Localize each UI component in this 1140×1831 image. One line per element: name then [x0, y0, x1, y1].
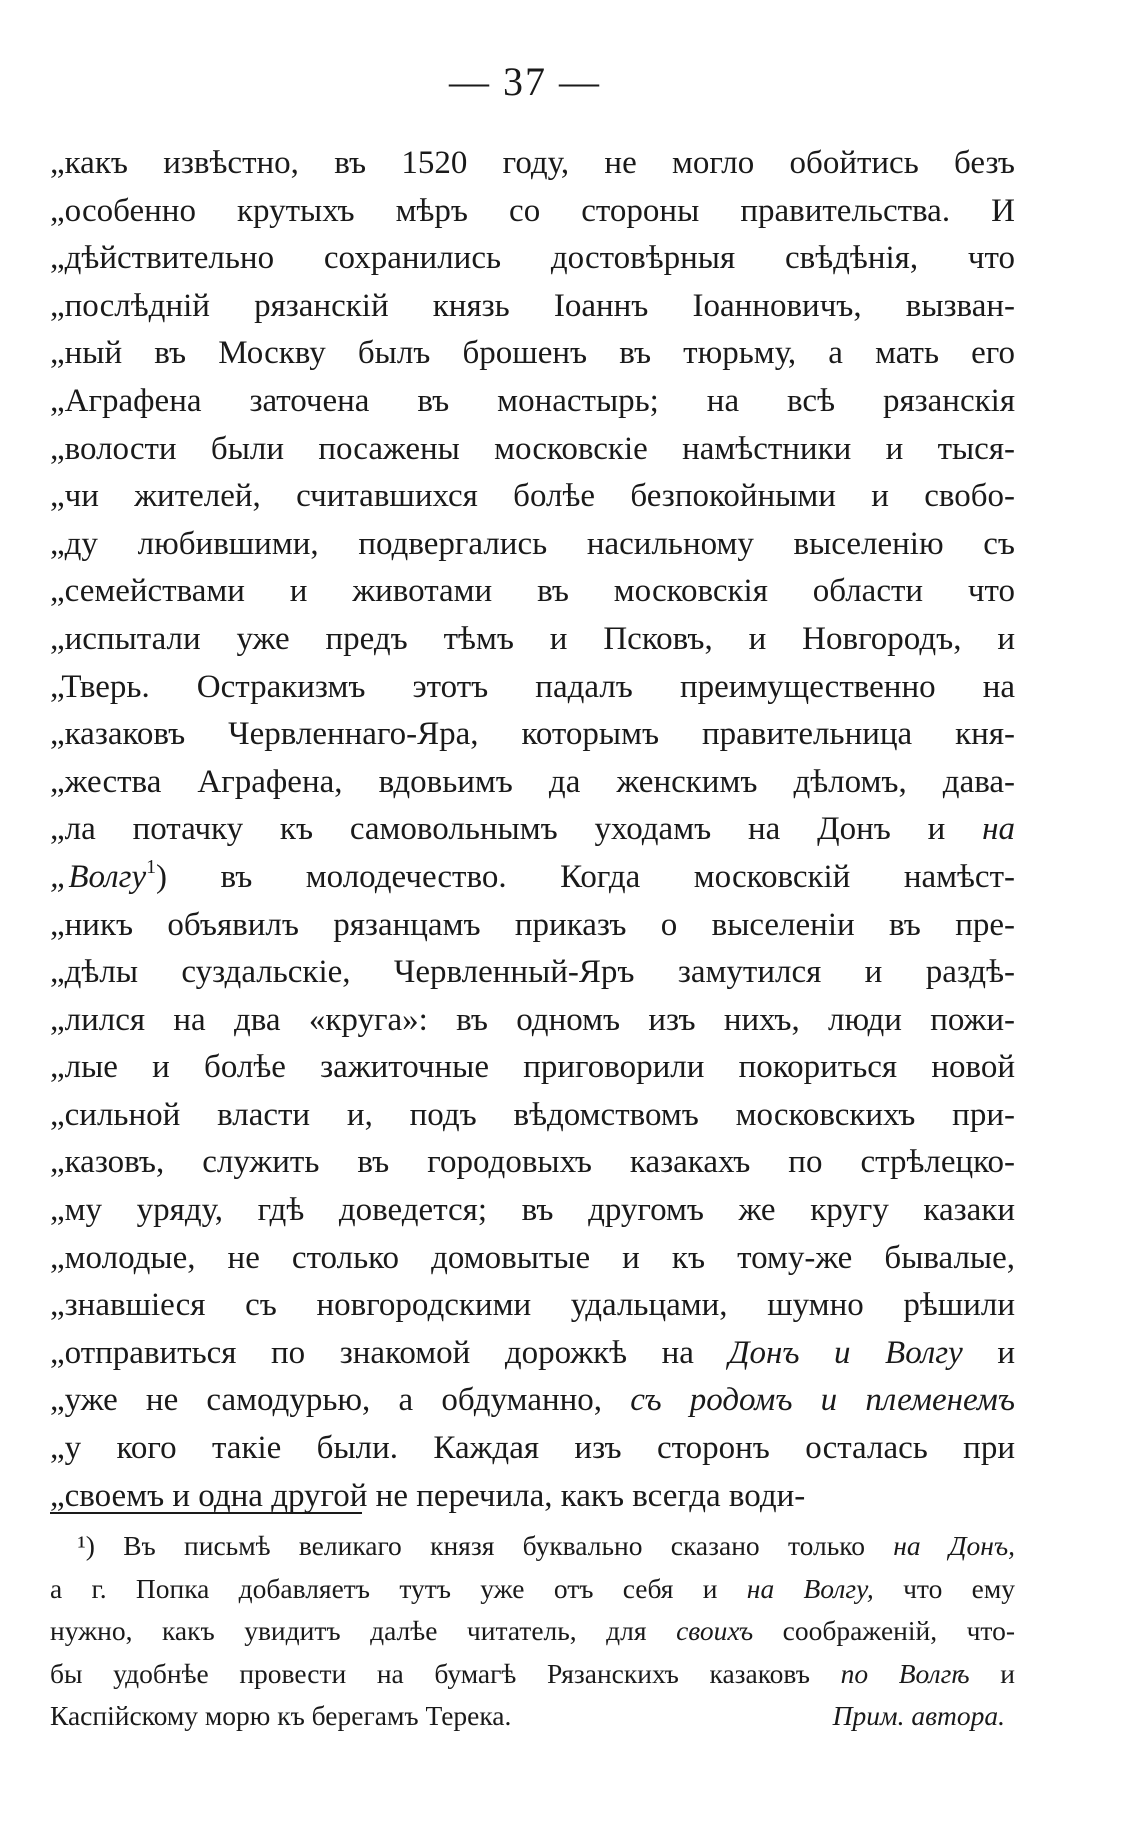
footnote-signature: Прим. автора. [832, 1700, 1005, 1732]
italic-text: „Волгу [50, 858, 147, 895]
footnote-divider [50, 1512, 362, 1514]
italic-text: на [982, 811, 1015, 848]
text-line: „уже не самодурью, а обдуманно, съ родомъ и племенемъ [50, 1382, 1015, 1419]
text-line: „дѣйствительно сохранились достовѣрныя свѣдѣнія, что [50, 240, 1015, 277]
text-line: „семействами и животами въ московскія области что [50, 573, 1015, 610]
text-line: „казовъ, служить въ городовыхъ казакахъ по стрѣлецко- [50, 1144, 1015, 1181]
text-line: „чи жителей, считавшихся болѣе безпокойными и свобо- [50, 478, 1015, 515]
text-line: „лился на два «круга»: въ одномъ изъ нихъ, люди пожи- [50, 1001, 1015, 1038]
text-line: „лые и болѣе зажиточные приговорили покориться новой [50, 1049, 1015, 1086]
text-line: „какъ извѣстно, въ 1520 году, не могло обойтись безъ [50, 145, 1015, 181]
body-text [50, 140, 1015, 1520]
footnote-line: бы удобнѣе провести на бумагѣ Рязанскихъ казаковъ по Волгѣ и [50, 1657, 1016, 1689]
footnote [50, 1525, 1015, 1738]
text-line: „ду любившими, подвергались насильному выселенію съ [50, 525, 1015, 562]
text-line: „дѣлы суздальскіе, Червленный-Яръ замутился и раздѣ- [50, 954, 1015, 991]
text-line: „ла потачку къ самовольнымъ уходамъ на Донъ и на [50, 811, 1015, 848]
text-line: „у кого такіе были. Каждая изъ сторонъ осталась при [50, 1430, 1015, 1467]
text-line: „жества Аграфена, вдовьимъ да женскимъ дѣломъ, дава- [50, 763, 1015, 800]
footnote-marker: ¹) [50, 1530, 95, 1561]
text-line: „Волгу$^1$) въ молодечество. Когда московскій намѣст- [50, 856, 1015, 895]
italic-text: съ родомъ и племенемъ [630, 1382, 1015, 1419]
text-line: „волости были посажены московскіе намѣстники и тыся- [50, 430, 1015, 467]
text-line: „Аграфена заточена въ монастырь; на всѣ рязанскія [50, 382, 1015, 419]
footnote-line: а г. Попка добавляетъ тутъ уже отъ себя и на Волгу, что ему [50, 1572, 1016, 1604]
italic-text: по Волгѣ [840, 1657, 970, 1689]
text-line: „ный въ Москву былъ брошенъ въ тюрьму, а мать его [50, 335, 1015, 372]
text-line: „никъ объявилъ рязанцамъ приказъ о выселеніи въ пре- [50, 906, 1015, 943]
text-line: „Тверь. Остракизмъ этотъ падалъ преимущественно на [50, 668, 1015, 705]
text-line: „сильной власти и, подъ вѣдомствомъ московскихъ при- [50, 1096, 1015, 1133]
italic-text: на Донъ, [893, 1530, 1015, 1561]
text-line: „своемъ и одна другой не перечила, какъ всегда води- [50, 1477, 806, 1514]
text-line: „отправиться по знакомой дорожкѣ на Донъ и Волгу и [50, 1334, 1015, 1371]
italic-text: своихъ [676, 1615, 754, 1647]
text-line: „молодые, не столько домовытые и къ тому-же бывалые, [50, 1239, 1015, 1276]
italic-text: на Волгу, [746, 1572, 874, 1604]
footnote-line: Каспійскому морю къ берегамъ Терека. Прим. автора. [50, 1695, 1015, 1738]
footnote-line: ¹) Въ письмѣ великаго князя буквально сказано только на Донъ, [50, 1530, 1015, 1561]
page-number: — 37 — [449, 59, 601, 104]
footnote-ref[interactable]: 1 [146, 856, 156, 879]
text-line: „послѣдній рязанскій князь Іоаннъ Іоанновичъ, вызван- [50, 287, 1015, 324]
text-line: „му уряду, гдѣ доведется; въ другомъ же кругу казаки [50, 1192, 1015, 1229]
footnote-line: нужно, какъ увидитъ далѣе читатель, для своихъ соображеній, что- [50, 1615, 1015, 1647]
text-line: „знавшіеся съ новгородскими удальцами, шумно рѣшили [50, 1287, 1015, 1324]
text-line: „испытали уже предъ тѣмъ и Псковъ, и Новгородъ, и [50, 620, 1015, 657]
text-line: „казаковъ Червленнаго-Яра, которымъ правительница кня- [50, 716, 1015, 753]
text-line: „особенно крутыхъ мѣръ со стороны правительства. И [50, 192, 1015, 229]
italic-text: Донъ и Волгу [728, 1334, 963, 1371]
